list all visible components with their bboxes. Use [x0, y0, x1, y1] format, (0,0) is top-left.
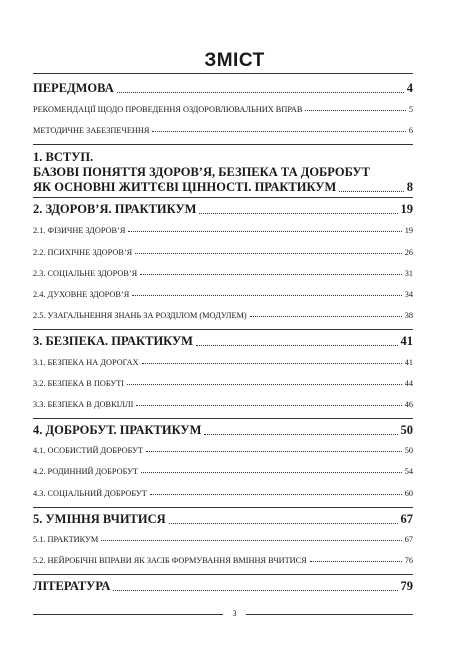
leader-dots: [136, 405, 401, 406]
toc-entry-label: 3.2. БЕЗПЕКА В ПОБУТІ: [33, 379, 125, 388]
toc-entry-label: 4.1. ОСОБИСТИЙ ДОБРОБУТ: [33, 446, 144, 455]
toc-entry-wellbeing[interactable]: [33, 423, 413, 438]
toc-entry-page: 50: [404, 446, 413, 455]
toc-entry-page: 8: [406, 180, 413, 194]
footer-rule-right: [246, 614, 413, 615]
leader-dots: [339, 191, 403, 192]
toc-entry-road-safety[interactable]: [33, 358, 413, 367]
leader-dots: [250, 316, 402, 317]
toc-entry-label: 4. ДОБРОБУТ. ПРАКТИКУМ: [33, 423, 202, 437]
toc-entry-label: ЛІТЕРАТУРА: [33, 579, 111, 593]
leader-dots: [127, 384, 402, 385]
toc-entry-page: 67: [404, 535, 413, 544]
toc-entry-social-wellbeing[interactable]: [33, 489, 413, 498]
toc-entry-practicum[interactable]: [33, 535, 413, 544]
leader-dots: [142, 363, 402, 364]
leader-dots: [141, 472, 402, 473]
leader-dots: [169, 523, 398, 524]
toc-entry-label: 2.1. ФІЗИЧНЕ ЗДОРОВ’Я: [33, 226, 126, 235]
toc-entry-label: ЯК ОСНОВНІ ЖИТТЄВІ ЦІННОСТІ. ПРАКТИКУМ: [33, 180, 337, 194]
toc-entry-physical-health[interactable]: [33, 226, 413, 235]
leader-dots: [140, 274, 402, 275]
toc-entry-page: 76: [404, 556, 413, 565]
toc-entry-page: 41: [404, 358, 413, 367]
leader-dots: [128, 231, 401, 232]
toc-entry-label: РЕКОМЕНДАЦІЇ ЩОДО ПРОВЕДЕННЯ ОЗДОРОВЛЮВАЛЬНИХ ВПРАВ: [33, 105, 303, 114]
toc-entry-page: 4: [406, 81, 413, 95]
toc-entry-safety[interactable]: [33, 334, 413, 349]
divider: [33, 144, 413, 145]
toc-entry-label: 5.1. ПРАКТИКУМ: [33, 535, 99, 544]
divider: [33, 507, 413, 508]
toc-entry-label: МЕТОДИЧНЕ ЗАБЕЗПЕЧЕННЯ: [33, 126, 150, 135]
toc-entry-page: 19: [400, 202, 413, 216]
leader-dots: [305, 110, 405, 111]
page-number: 3: [232, 609, 237, 618]
toc-entry-page: 34: [404, 290, 413, 299]
toc-entry-page: 5: [408, 105, 413, 114]
toc-entry-line: 1. ВСТУП.: [33, 150, 94, 164]
leader-dots: [101, 540, 401, 541]
leader-dots: [196, 345, 398, 346]
leader-dots: [146, 451, 402, 452]
leader-dots: [310, 561, 402, 562]
toc-entry-label: 2.5. УЗАГАЛЬНЕННЯ ЗНАНЬ ЗА РОЗДІЛОМ (МОДУЛЕМ): [33, 311, 247, 320]
toc-entry-label: 4.3. СОЦІАЛЬНИЙ ДОБРОБУТ: [33, 489, 147, 498]
toc-entry-family-wellbeing[interactable]: [33, 467, 413, 476]
leader-dots: [152, 131, 405, 132]
toc-entry-page: 46: [404, 400, 413, 409]
toc-entry-page: 44: [404, 379, 413, 388]
toc-entry-page: 50: [400, 423, 413, 437]
toc-entry-label: 2.4. ДУХОВНЕ ЗДОРОВ’Я: [33, 290, 130, 299]
toc-entry-label: 3. БЕЗПЕКА. ПРАКТИКУМ: [33, 334, 193, 348]
toc-entry-summary[interactable]: [33, 311, 413, 320]
toc-entry-foreword[interactable]: [33, 81, 413, 96]
toc-entry-page: 60: [404, 489, 413, 498]
toc-entry-learning-skills[interactable]: [33, 512, 413, 527]
toc-entry-spiritual-health[interactable]: [33, 290, 413, 299]
leader-dots: [135, 253, 402, 254]
leader-dots: [132, 295, 401, 296]
toc-entry-social-health[interactable]: [33, 269, 413, 278]
toc-entry-page: 19: [404, 226, 413, 235]
toc-entry-page: 41: [400, 334, 413, 348]
toc-entry-page: 54: [404, 467, 413, 476]
divider: [33, 418, 413, 419]
toc-entry-label: 2. ЗДОРОВ’Я. ПРАКТИКУМ: [33, 202, 197, 216]
toc-entry-recommendations[interactable]: [33, 105, 413, 114]
leader-dots: [113, 590, 397, 591]
toc-entry-label: ПЕРЕДМОВА: [33, 81, 114, 95]
toc-entry-page: 67: [400, 512, 413, 526]
toc-entry-label: 3.3. БЕЗПЕКА В ДОВКІЛЛІ: [33, 400, 134, 409]
toc-entry-neurobic-exercises[interactable]: [33, 556, 413, 565]
page-title: ЗМІСТ: [204, 50, 265, 71]
toc-entry-label: 2.2. ПСИХІЧНЕ ЗДОРОВ’Я: [33, 248, 133, 257]
toc-entry-literature[interactable]: [33, 579, 413, 594]
divider: [33, 197, 413, 198]
toc-entry-introduction[interactable]: [33, 150, 413, 195]
toc-entry-personal-wellbeing[interactable]: [33, 446, 413, 455]
toc-entry-health[interactable]: [33, 202, 413, 217]
toc-entry-page: 31: [404, 269, 413, 278]
leader-dots: [204, 434, 397, 435]
divider: [33, 329, 413, 330]
divider: [33, 574, 413, 575]
leader-dots: [117, 92, 404, 93]
leader-dots: [150, 494, 402, 495]
toc-entry-line: БАЗОВІ ПОНЯТТЯ ЗДОРОВ’Я, БЕЗПЕКА ТА ДОБРОБУТ: [33, 165, 370, 179]
toc-entry-page: 6: [408, 126, 413, 135]
divider: [33, 73, 413, 74]
toc-entry-mental-health[interactable]: [33, 248, 413, 257]
toc-entry-environment-safety[interactable]: [33, 400, 413, 409]
toc-entry-page: 79: [400, 579, 413, 593]
toc-entry-label: 3.1. БЕЗПЕКА НА ДОРОГАХ: [33, 358, 139, 367]
toc-entry-methodology[interactable]: [33, 126, 413, 135]
toc-entry-label: 5.2. НЕЙРОБІЧНІ ВПРАВИ ЯК ЗАСІБ ФОРМУВАННЯ ВМІННЯ ВЧИТИСЯ: [33, 556, 307, 565]
leader-dots: [199, 213, 397, 214]
toc-entry-page: 26: [404, 248, 413, 257]
toc-entry-label: 5. УМІННЯ ВЧИТИСЯ: [33, 512, 166, 526]
toc-entry-label: 4.2. РОДИННИЙ ДОБРОБУТ: [33, 467, 139, 476]
toc-entry-page: 38: [404, 311, 413, 320]
toc-entry-home-safety[interactable]: [33, 379, 413, 388]
toc-entry-label: 2.3. СОЦІАЛЬНЕ ЗДОРОВ’Я: [33, 269, 138, 278]
